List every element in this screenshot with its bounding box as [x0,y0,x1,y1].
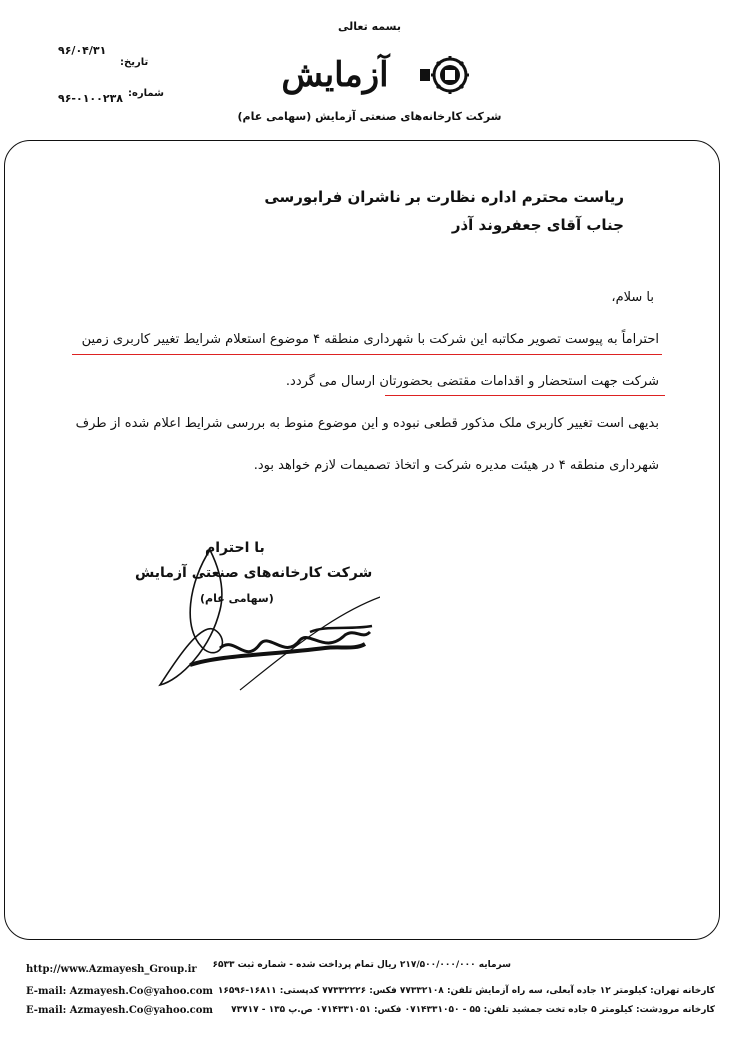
number-value: ۹۶-۰۱۰۰۲۳۸ [58,92,123,105]
footer-factory-marvdasht: کارخانه مرودشت: کیلومتر ۵ جاده تخت جمشید تلفن: ۵۵ - ۰۷۱۴۳۳۱۰۵۰ فکس: ۰۷۱۴۳۳۱۰۵۱ ص.پ ۱۳۵ - ۷۳۷۱۷ [231,1005,715,1015]
footer-email-1[interactable]: E-mail: Azmayesh.Co@yahoo.com [26,986,214,997]
company-subtitle: شرکت کارخانه‌های صنعتی آزمایش (سهامی عام) [237,110,502,123]
paragraph-1-line-2: شرکت جهت استحضار و اقدامات مقتضی بحضورتان ارسال می گردد. [285,374,659,389]
footer-website[interactable]: http://www.Azmayesh_Group.ir [26,964,197,975]
number-label: شماره: [128,88,164,99]
signature-company-type: (سهامی عام) [200,592,274,605]
footer-factory-tehran: کارخانه تهران: کیلومتر ۱۲ جاده آبعلی، سه راه آزمایش تلفن: ۷۷۳۳۲۱۰۸ فکس: ۷۷۳۳۲۲۲۶ کدپستی: ۱۶۸۱۱-۱۶۵۹۶ [217,986,715,996]
footer-capital: سرمایه ۲۱۷/۵۰۰/۰۰۰/۰۰۰ ریال تمام پرداخت شده - شماره ثبت ۶۵۳۳ [212,960,511,970]
footer-email-2[interactable]: E-mail: Azmayesh.Co@yahoo.com [26,1005,214,1016]
paragraph-2-line-2: شهرداری منطقه ۴ در هیئت مدیره شرکت و اتخاذ تصمیمات لازم خواهد بود. [253,458,659,473]
paragraph-1-line-1: احتراماً به پیوست تصویر مکاتبه این شرکت با شهرداری منطقه ۴ موضوع استعلام شرایط تغییر کاربری زمین [81,332,659,347]
basmala: بسمه تعالی [338,20,401,33]
red-underline-2 [385,395,665,396]
signature-company: شرکت کارخانه‌های صنعتی آزمایش [135,565,373,581]
recipient-name: جناب آقای جعفروند آذر [451,216,624,234]
closing: با احترام [205,540,265,556]
brand-wordmark: آزمایش [281,55,389,95]
date-label: تاریخ: [120,57,149,68]
company-logo-icon [420,55,472,95]
red-underline-1 [72,354,662,355]
recipient-title: ریاست محترم اداره نظارت بر ناشران فرابورسی [264,188,624,206]
handwritten-signature-icon [150,540,380,700]
date-value: ۹۶/۰۴/۳۱ [58,44,107,57]
paragraph-2-line-1: بدیهی است تغییر کاربری ملک مذکور قطعی نبوده و این موضوع منوط به بررسی شرایط اعلام شده از طرف [75,416,659,431]
greeting: با سلام، [611,290,654,305]
